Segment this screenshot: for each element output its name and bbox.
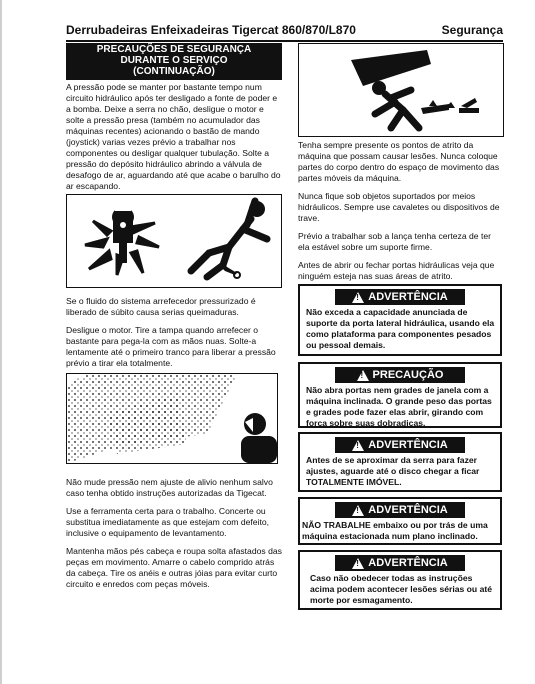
paragraph: Desligue o motor. Tire a tampa quando arrefecer o bastante para pega-la com as mãos nuas. Solte-a lentamente até o primeiro tranco para liberar a pressão prévio a tirar ela totalmente. [66,325,276,368]
warning-label [335,437,465,453]
hazard-figure-hydraulic [66,194,282,288]
paragraph: Não mude pressão nem ajuste de alivio nenhum salvo caso tenha obtido instruções autorizadas da Tigecat. [66,477,273,498]
warning-label-text: ADVERTÊNCIA [368,291,448,303]
caution-label-text: PRECAUÇÃO [372,369,444,381]
section-title-line: (CONTINUAÇÃO) [133,66,215,77]
warning-label [335,555,465,571]
warning-label [335,502,465,518]
paragraph: Mantenha mãos pés cabeça e roupa solta afastados das peças em movimento. Amarre o cabelo comprido atrás da cabeça. Tire os anéis e outras jóias para evitar curto circuito e enredos com peças móveis. [66,546,282,589]
warning-label [335,289,465,305]
coolant-spray-icon [67,374,277,463]
warning-triangle-icon [352,292,364,303]
paragraph: Tenha sempre presente os pontos de atrito da máquina que possam causar lesões. Nunca coloque partes do corpo dentro do espaço de movimento das partes móveis da máquina. [298,140,500,183]
paragraph: Nunca fique sob objetos suportados por meios hidráulicos. Sempre use cavaletes ou dispositivos de trave. [298,191,500,223]
crush-hazard-icon [299,44,503,136]
warning-box [298,497,502,545]
warning-box [298,284,502,356]
person-head-icon [241,413,277,463]
page-edge [0,0,2,684]
warning-triangle-icon [352,558,364,569]
warning-text: Não exceda a capacidade anunciada de suporte da porta lateral hidráulica, usando ela como plataforma para componentes pesados ou pessoal demais. [306,307,495,350]
warning-label-text: ADVERTÊNCIA [368,557,448,569]
page-header [66,23,503,39]
warning-box [298,432,502,492]
header-rule [66,40,503,42]
paragraph: A pressão pode se manter por bastante tempo num circuito hidráulico após ter desligado a fonte de poder e a bomba. Deixe a serra no chão, desligue o motor e solte a pressão presa (também no acumulador das máquinas recentes) acionando o bastão de mando (joystick) varias vezes prévio a trabalhar nos componentes ou desligar qualquer tubulação. Solte a pressão do depósito hidráulico abrindo a válvula de desafogo de ar, aguardando até que acabe o barulho do ar escapando. [66,82,281,191]
section-title-line: DURANTE O SERVIÇO [120,55,228,66]
left-text-block-2 [66,296,282,376]
left-text-block-3 [66,477,282,597]
caution-text: Não abra portas nem grades de janela com a máquina inclinada. O grande peso das portas e grades pode fazer elas abrir, girando com força sobre suas dobradiças. [306,385,492,428]
page-header-section: Segurança [441,23,503,37]
paragraph: Prévio a trabalhar sob a lança tenha certeza de ter ela estável sobre um suporte firme. [298,231,491,252]
warning-text: Caso não obedecer todas as instruções acima podem acontecer lesões sérias ou até morte por esmagamento. [310,573,492,605]
paragraph: Use a ferramenta certa para o trabalho. Concerte ou substitua imediatamente as que estejam com defeito, inclusive o equipamento de levantamento. [66,506,270,538]
right-text-block [298,140,502,289]
warning-triangle-icon [357,370,369,381]
warning-triangle-icon [352,440,364,451]
paragraph: Se o fluido do sistema arrefecedor pressurizado é liberado de súbito causa serias queimaduras. [66,296,256,317]
warning-label-text: ADVERTÊNCIA [368,439,448,451]
hazard-figure-coolant [66,373,278,464]
warning-box [298,550,502,610]
page-header-title: Derrubadeiras Enfeixadeiras Tigercat 860/870/L870 [66,23,356,37]
hazard-figure-crush [298,43,504,137]
warning-triangle-icon [352,505,364,516]
section-title-line: PRECAUÇÕES DE SEGURANÇA [96,44,252,55]
warning-text: NÃO TRABALHE embaixo ou por trás de uma máquina estacionada num plano inclinado. [302,520,488,541]
left-text-block-1 [66,82,282,199]
warning-label-text: ADVERTÊNCIA [368,504,448,516]
caution-label [335,367,465,383]
paragraph: Antes de abrir ou fechar portas hidráulicas veja que ninguém esteja nas suas áreas de atrito. [298,260,495,281]
caution-box [298,362,502,428]
wrench-icon [217,261,241,279]
warning-text: Antes de se aproximar da serra para fazer ajustes, aguarde até o disco chegar a ficar TOTALMENTE IMÓVEL. [306,455,480,487]
section-title [66,43,282,80]
